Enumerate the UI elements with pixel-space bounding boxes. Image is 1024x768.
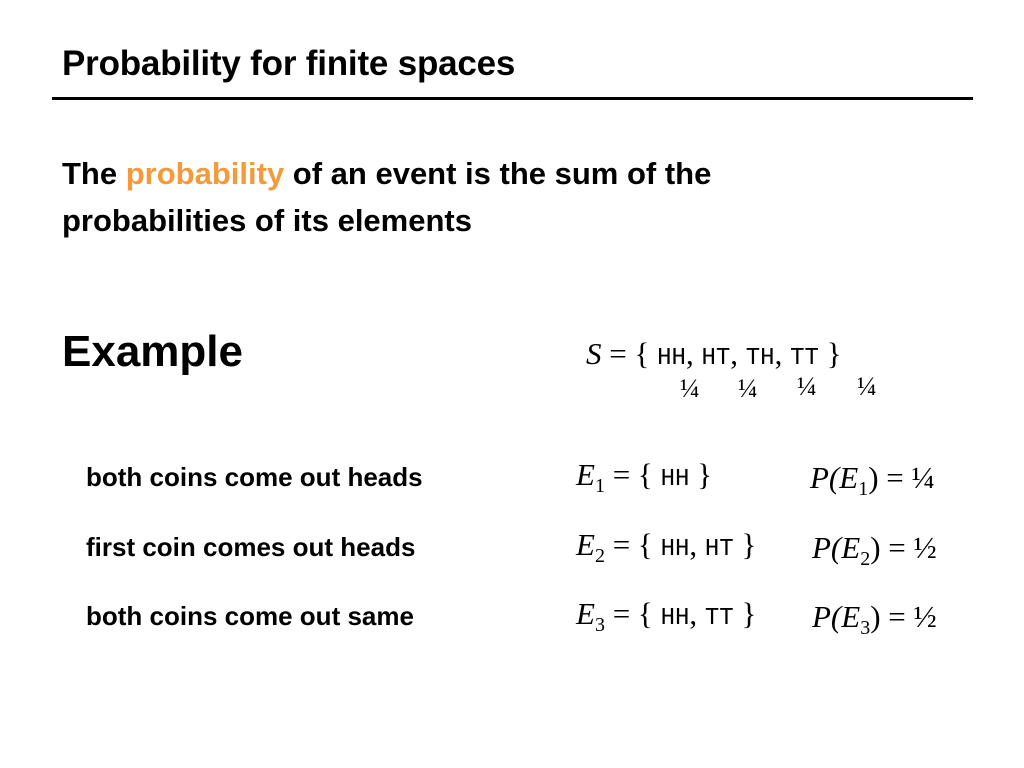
outcome: TT (790, 345, 819, 372)
event-index: 2 (594, 545, 605, 567)
set-open: = { (604, 457, 661, 492)
outcome: HT (701, 345, 731, 372)
sample-space-symbol: S (586, 336, 602, 371)
outcome-probability: ¼ (680, 374, 700, 403)
event-index: 1 (858, 478, 869, 500)
event-symbol: E (841, 530, 861, 565)
set-open: = { (601, 336, 658, 371)
probability-value: ) = ½ (870, 599, 937, 634)
event-probability (812, 530, 937, 571)
event-set (576, 457, 712, 498)
set-close: } (689, 457, 713, 492)
set-close: } (733, 527, 757, 562)
probability-value: ) = ¼ (868, 460, 935, 495)
event-symbol: E (576, 457, 595, 492)
highlighted-term: probability (125, 156, 285, 191)
event-index: 2 (860, 548, 871, 570)
set-separator: , (689, 596, 705, 631)
outcome: TH (745, 345, 775, 372)
event-symbol: E (576, 596, 595, 631)
slide-title: Probability for finite spaces (62, 44, 516, 83)
event-symbol: E (576, 527, 595, 562)
event-probability (810, 460, 935, 501)
definition-line-1-rest: of an event is the sum of the (284, 156, 712, 191)
set-separator: , (774, 336, 791, 371)
outcome: HH (660, 536, 690, 563)
sample-space-set (586, 336, 842, 372)
title-divider (52, 97, 973, 100)
event-description: first coin comes out heads (86, 532, 416, 562)
outcome: TT (704, 605, 734, 632)
event-set (576, 527, 756, 568)
probability-prefix: P( (812, 599, 842, 634)
outcome: HH (660, 466, 690, 493)
example-heading: Example (62, 327, 243, 376)
probability-prefix: P( (810, 460, 840, 495)
outcome: HH (657, 345, 686, 372)
event-set (576, 596, 756, 637)
event-index: 3 (860, 617, 871, 639)
set-open: = { (604, 527, 661, 562)
set-separator: , (730, 336, 746, 371)
outcome-probability: ¼ (738, 374, 758, 403)
outcome: HH (660, 605, 690, 632)
set-close: } (733, 596, 757, 631)
definition-line-2: probabilities of its elements (62, 203, 472, 238)
event-symbol: E (841, 599, 861, 634)
event-index: 1 (594, 475, 605, 497)
event-description: both coins come out same (86, 601, 414, 631)
set-close: } (818, 336, 842, 371)
set-separator: , (689, 527, 705, 562)
event-probability (812, 599, 937, 640)
set-open: = { (604, 596, 661, 631)
probability-value: ) = ½ (870, 530, 937, 565)
set-separator: , (685, 336, 702, 371)
outcome-probability: ¼ (797, 372, 817, 401)
definition-prefix: The (62, 156, 126, 191)
outcome: HT (704, 536, 734, 563)
definition-text (62, 150, 711, 244)
event-index: 3 (594, 614, 605, 636)
probability-prefix: P( (812, 530, 842, 565)
definition-line-1 (62, 150, 711, 197)
event-description: both coins come out heads (86, 462, 423, 492)
outcome-probability: ¼ (857, 372, 877, 401)
event-symbol: E (839, 460, 859, 495)
